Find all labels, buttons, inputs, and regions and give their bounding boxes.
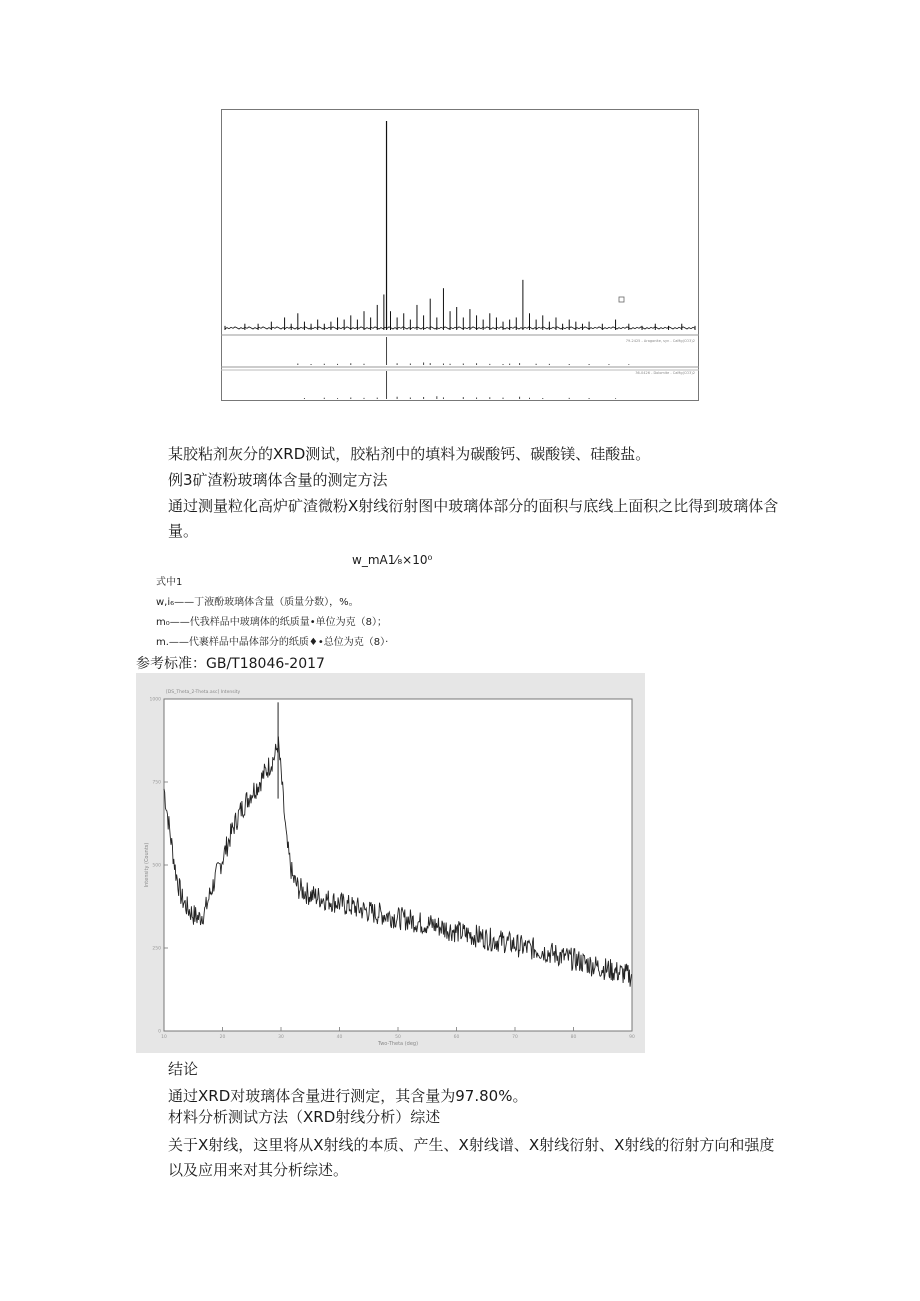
heading-conclusion: 结论 bbox=[168, 1060, 199, 1078]
definition-w: w,i₆——丁液酚玻璃体含量（质量分数），%。 bbox=[156, 597, 359, 608]
fig2-xtick-label: 60 bbox=[453, 1035, 460, 1040]
paragraph-review: 关于X射线，这里将从X射线的本质、产生、X射线谱、X射线衍射、X射线的衍射方向和强度以及应用来对其分析综述。 bbox=[168, 1136, 775, 1179]
fig1-ref2-label: 36-0426 - Dolomite - CaMg(CO3)2 bbox=[635, 371, 695, 375]
fig2-xtick-label: 10 bbox=[161, 1035, 167, 1040]
fig2-ytick-label: 750 bbox=[152, 780, 161, 786]
fig2-ytick-label: 250 bbox=[152, 946, 161, 952]
paragraph-xrd-result: 某胶粘剂灰分的XRD测试，胶粘剂中的填料为碳酸钙、碳酸镁、硅酸盐。 bbox=[168, 445, 651, 463]
heading-example-3: 例3矿渣粉玻璃体含量的测定方法 bbox=[168, 471, 388, 489]
fig2-xtick-label: 30 bbox=[278, 1035, 284, 1040]
fig2-xtick-label: 90 bbox=[629, 1035, 635, 1040]
fig2-xtick-label: 80 bbox=[570, 1035, 577, 1040]
fig2-xtick-label: 40 bbox=[336, 1035, 343, 1040]
fig2-xtick-label: 70 bbox=[512, 1035, 518, 1040]
fig2-ytick-label: 0 bbox=[158, 1029, 161, 1035]
fig1-ref1-label: 79-2425 - Aragonite, syn - CaMg(CO3)2 bbox=[625, 339, 695, 343]
fig2-xlabel: Two-Theta (deg) bbox=[377, 1041, 419, 1047]
fig2-xtick-label: 20 bbox=[219, 1035, 226, 1040]
where-label: 式中1 bbox=[156, 577, 183, 588]
heading-review: 材料分析测试方法（XRD射线分析）综述 bbox=[168, 1108, 441, 1126]
xrd-figure-slag-glass bbox=[136, 673, 645, 1053]
fig2-plot-area bbox=[164, 699, 632, 1031]
fig2-ytick-label: 500 bbox=[152, 863, 161, 869]
formula: w_mA1⁄₈×10⁰ bbox=[352, 553, 433, 567]
fig2-legend: [DS_Theta_2-Theta.asc] Intensity bbox=[166, 690, 241, 695]
fig2-ylabel: Intensity (Counts) bbox=[144, 842, 150, 888]
fig2-ytick-label: 1000 bbox=[149, 697, 161, 703]
fig2-xtick-label: 50 bbox=[395, 1035, 401, 1040]
fig1-frame bbox=[222, 110, 699, 401]
paragraph-conclusion: 通过XRD对玻璃体含量进行测定，其含量为97.80%。 bbox=[168, 1087, 528, 1105]
definition-m0: m₀——代我样品中玻璃体的纸质量•单位为克（8）； bbox=[156, 617, 388, 628]
definition-m1: m.——代裹样品中晶体部分的纸质♦•总位为克（8）· bbox=[156, 637, 389, 648]
xrd-figure-adhesive-ash bbox=[221, 109, 699, 401]
paragraph-method: 通过测量粒化高炉矿渣微粉X射线衍射图中玻璃体部分的面积与底线上面积之比得到玻璃体含量。 bbox=[168, 497, 779, 540]
reference-standard: 参考标准：GB/T18046-2017 bbox=[136, 656, 325, 672]
